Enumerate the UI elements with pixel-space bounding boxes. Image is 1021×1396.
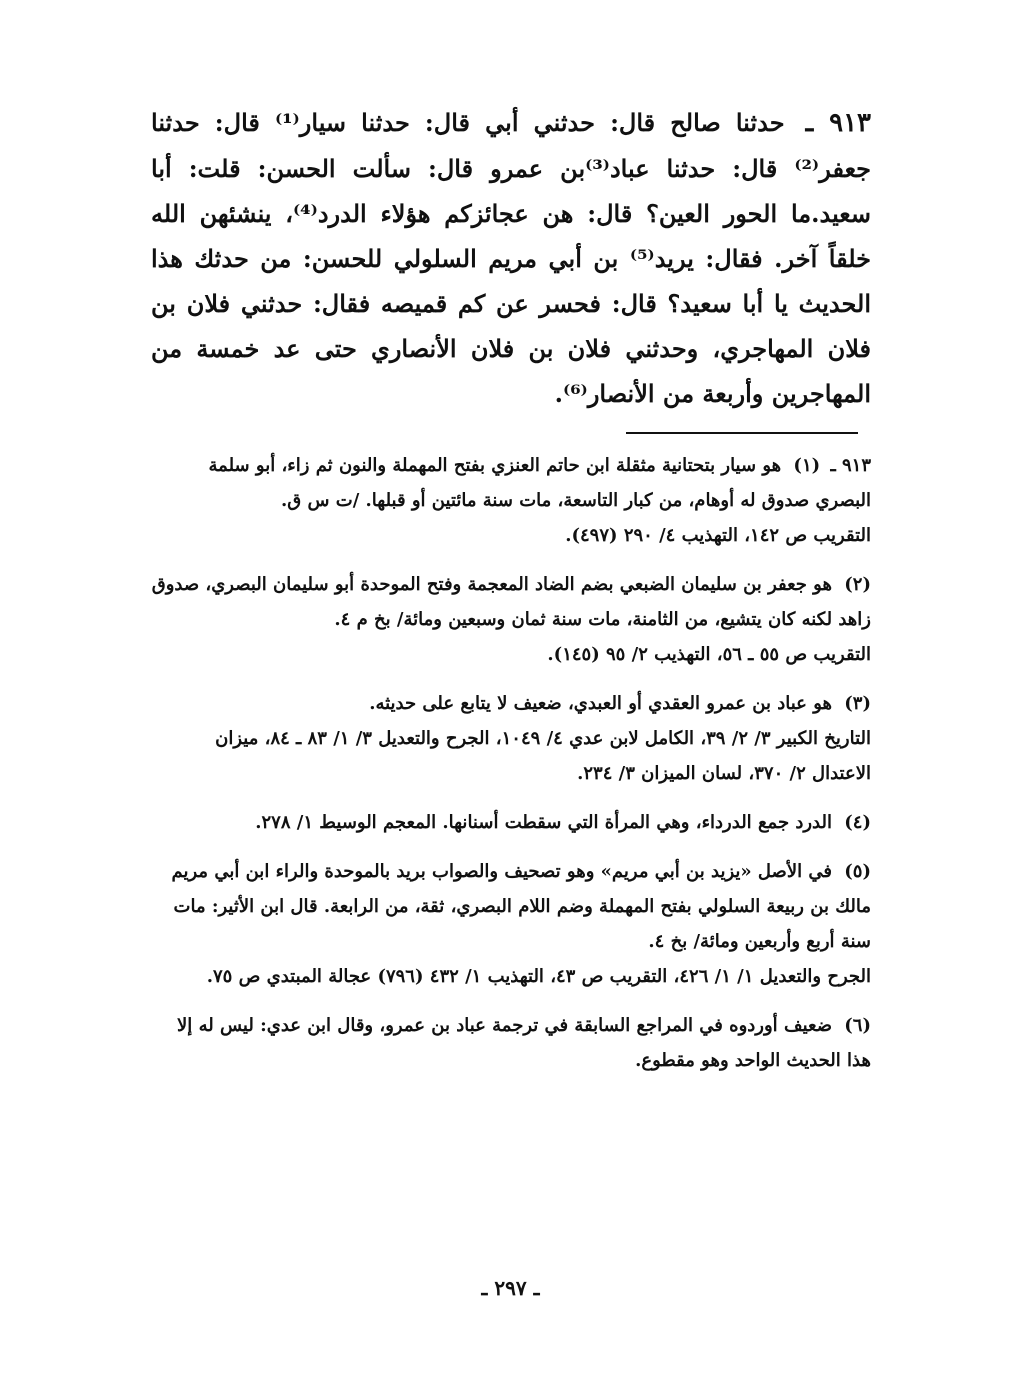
footnote-text: هو عباد بن عمرو العقدي أو العبدي، ضعيف لا يتابع على حديثه. <box>369 693 832 714</box>
footnote-2 <box>151 567 871 672</box>
footnote-text: الدرد جمع الدرداء، وهي المرأة التي سقطت أسنانها. المعجم الوسيط ١/ ٢٧٨. <box>255 812 832 833</box>
footnote-marker: (١) <box>793 455 821 476</box>
footnote-reference: التاريخ الكبير ٣/ ٢/ ٣٩، الكامل لابن عدي ٤/ ١٠٤٩، الجرح والتعديل ٣/ ١/ ٨٣ ـ ٨٤، ميزان الاعتدال ٢/ ٣٧٠، لسان الميزان ٣/ ٢٣٤. <box>215 728 871 784</box>
footnote-3 <box>151 686 871 791</box>
footnote-marker: (٢) <box>844 574 871 595</box>
footnote-text: هو جعفر بن سليمان الضبعي بضم الضاد المعجمة وفتح الموحدة أبو سليمان البصري، صدوق زاهد لكنه كان يتشيع، من الثامنة، مات سنة ثمان وسبعين ومائة/ بخ م ٤. <box>151 574 871 630</box>
footnotes-section <box>151 448 871 1092</box>
hadith-number: ٩١٣ ـ <box>805 108 872 138</box>
footnote-marker: (٣) <box>844 693 871 714</box>
footnote-separator <box>626 432 858 434</box>
footnote-line <box>151 686 871 721</box>
footnote-reference: التقريب ص ٥٥ ـ ٥٦، التهذيب ٢/ ٩٥ (١٤٥). <box>547 644 871 665</box>
hadith-text-block <box>151 100 871 416</box>
footnote-marker: (٥) <box>844 861 871 882</box>
hadith-body: حدثنا صالح قال: حدثني أبي قال: حدثنا سيار⁽¹⁾ قال: حدثنا جعفر⁽²⁾ قال: حدثنا عباد⁽³⁾بن عمرو قال: سألت الحسن: قلت: أبا سعيد.ما الحور العين؟ قال: هن عجائزكم هؤلاء الدرد⁽⁴⁾، ينشئهن الله خلقاً آخر. فقال: يريد⁽⁵⁾ بن أبي مريم السلولي للحسن: من حدثك هذا الحديث يا أبا سعيد؟ قال: فحسر عن كم قميصه فقال: حدثني فلان بن فلان المهاجري، وحدثني فلان بن فلان الأنصاري حتى عد خمسة من المهاجرين وأربعة من الأنصار⁽⁶⁾. <box>151 108 871 408</box>
footnote-4 <box>151 805 871 840</box>
footnote-marker: (٦) <box>844 1015 871 1036</box>
footnote-text: هو سيار بتحتانية مثقلة ابن حاتم العنزي بفتح المهملة والنون ثم زاء، أبو سلمة البصري صدوق له أوهام، من كبار التاسعة، مات سنة مائتين أو قبلها. /ت س ق. <box>208 455 871 511</box>
footnote-5 <box>151 854 871 994</box>
footnote-1 <box>151 448 871 553</box>
footnote-hadith-number: ٩١٣ ـ <box>830 455 871 476</box>
footnote-line <box>151 854 871 959</box>
footnote-text: ضعيف أوردوه في المراجع السابقة في ترجمة عباد بن عمرو، وقال ابن عدي: ليس له إلا هذا الحديث الواحد وهو مقطوع. <box>177 1015 871 1071</box>
footnote-line <box>151 1008 871 1078</box>
footnote-line <box>151 448 871 518</box>
footnote-6 <box>151 1008 871 1078</box>
footnote-line <box>151 805 871 840</box>
footnote-text: في الأصل «يزيد بن أبي مريم» وهو تصحيف والصواب بريد بالموحدة والراء ابن أبي مريم مالك بن ربيعة السلولي بفتح المهملة وضم اللام البصري، ثقة، من الرابعة. قال ابن الأثير: مات سنة أربع وأربعين ومائة/ بخ ٤. <box>171 861 871 952</box>
page-number: ـ ٢٩٧ ـ <box>481 1276 540 1300</box>
footnote-reference: التقريب ص ١٤٢، التهذيب ٤/ ٢٩٠ (٤٩٧). <box>565 525 871 546</box>
footnote-marker: (٤) <box>844 812 871 833</box>
footnote-line <box>151 567 871 637</box>
footnote-reference: الجرح والتعديل ١/ ١/ ٤٢٦، التقريب ص ٤٣، التهذيب ١/ ٤٣٢ (٧٩٦) عجالة المبتدي ص ٧٥. <box>206 966 871 987</box>
